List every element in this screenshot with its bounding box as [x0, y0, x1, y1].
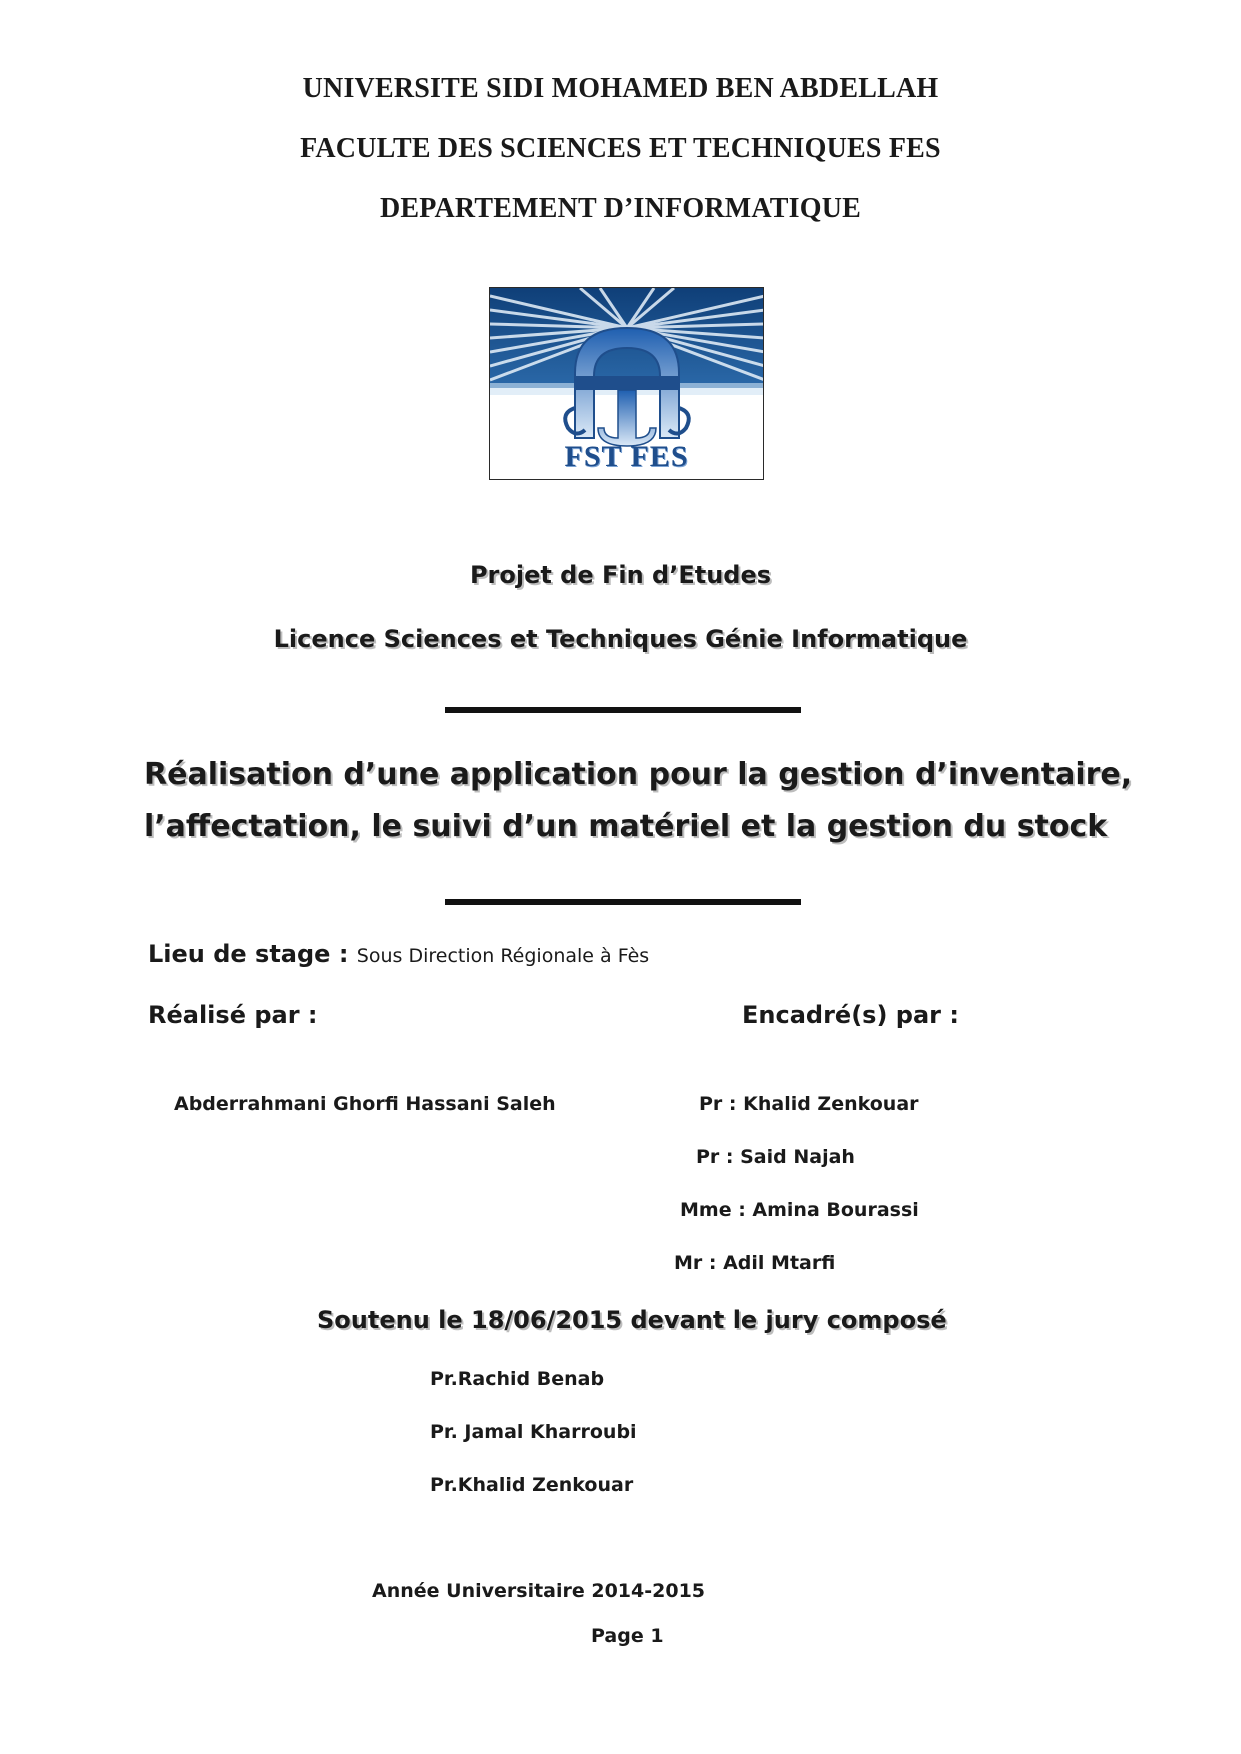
degree-title: Licence Sciences et Techniques Génie Informatique	[273, 625, 968, 653]
supervisor-name: Pr : Said Najah	[696, 1146, 855, 1168]
academic-year: Année Universitaire 2014-2015	[372, 1580, 706, 1602]
faculty-name: FACULTE DES SCIENCES ET TECHNIQUES FES	[300, 133, 941, 164]
project-type: Projet de Fin d’Etudes	[469, 561, 772, 589]
thesis-title-line-1: Réalisation d’une application pour la gestion d’inventaire,	[144, 757, 1133, 792]
page-number: Page 1	[591, 1625, 664, 1647]
university-name: UNIVERSITE SIDI MOHAMED BEN ABDELLAH	[302, 73, 939, 104]
jury-member: Pr.Khalid Zenkouar	[430, 1474, 634, 1496]
supervisors-label: Encadré(s) par :	[742, 1001, 959, 1029]
supervisor-name: Mme : Amina Bourassi	[680, 1199, 919, 1221]
internship-location	[148, 940, 649, 968]
jury-member: Pr. Jamal Kharroubi	[430, 1421, 637, 1443]
defense-statement: Soutenu le 18/06/2015 devant le jury composé	[317, 1306, 947, 1334]
supervisor-name: Pr : Khalid Zenkouar	[699, 1093, 919, 1115]
jury-member: Pr.Rachid Benab	[430, 1368, 605, 1390]
internship-label: Lieu de stage :	[148, 940, 357, 968]
divider-bottom	[445, 899, 801, 905]
thesis-title-line-2: l’affectation, le suivi d’un matériel et la gestion du stock	[144, 809, 1108, 844]
authors-label: Réalisé par :	[148, 1001, 318, 1029]
author-name: Abderrahmani Ghorfi Hassani Saleh	[174, 1093, 556, 1115]
supervisor-name: Mr : Adil Mtarfi	[674, 1252, 836, 1274]
department-name: DEPARTEMENT D’INFORMATIQUE	[379, 193, 861, 224]
logo-text: FST FES	[564, 440, 689, 473]
divider-top	[445, 707, 801, 713]
fst-fes-logo	[489, 287, 764, 480]
internship-value: Sous Direction Régionale à Fès	[356, 945, 650, 967]
